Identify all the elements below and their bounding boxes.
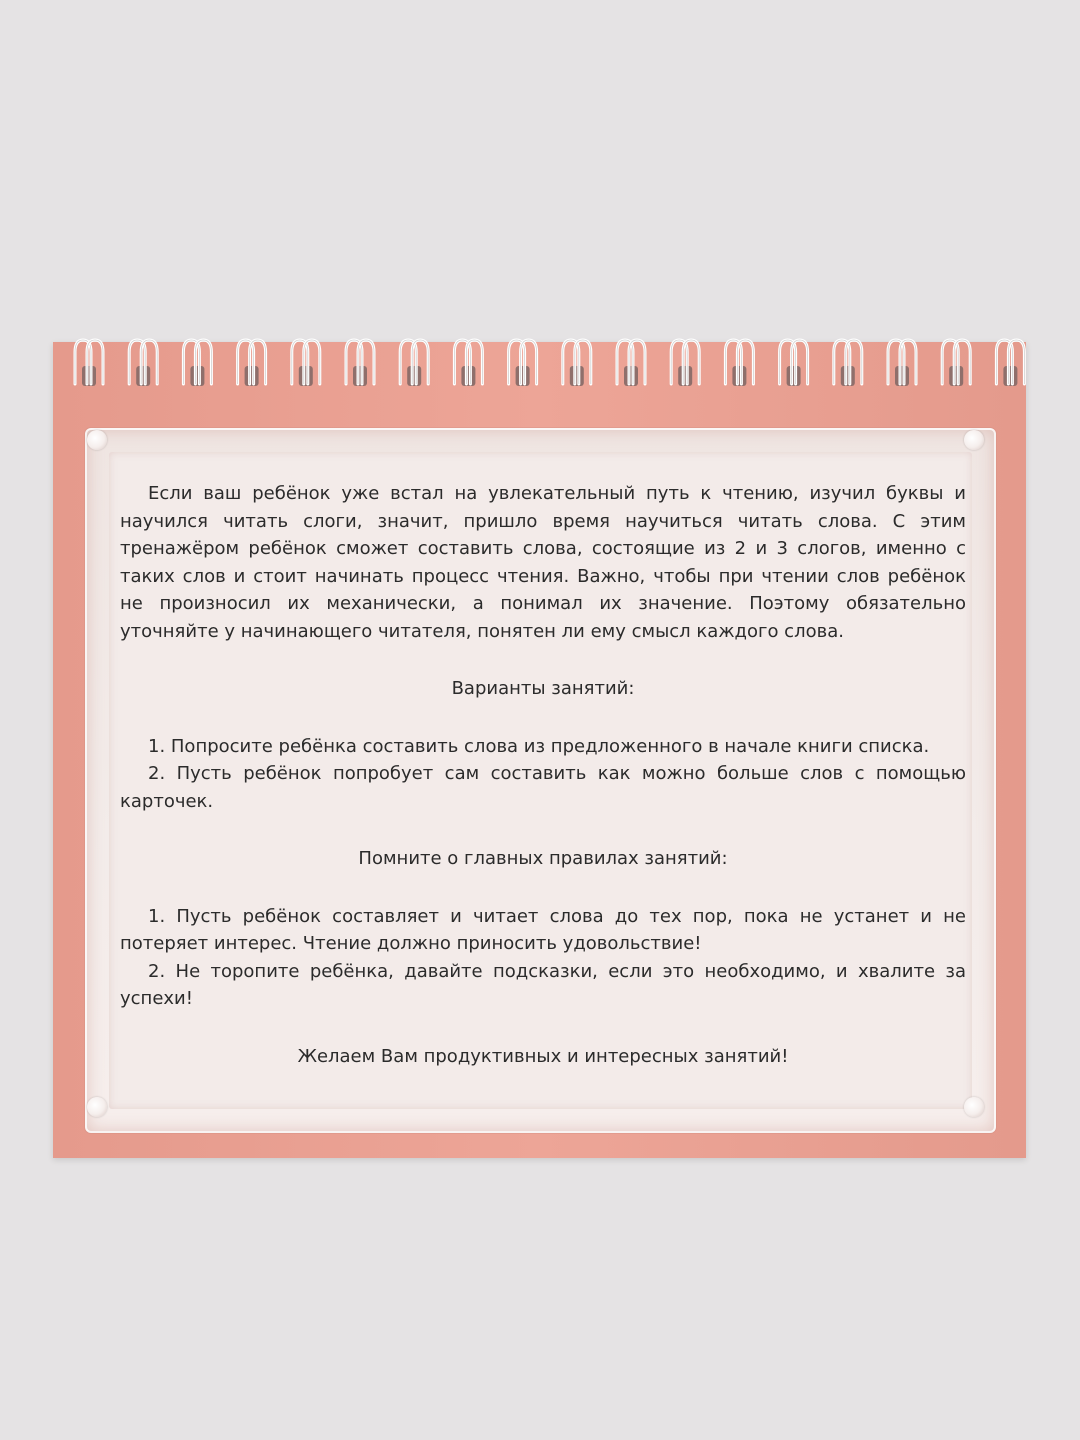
rivet-bottom-right bbox=[964, 1097, 984, 1117]
rules-heading: Помните о главных правилах занятий: bbox=[358, 848, 728, 869]
spiral-loop bbox=[400, 340, 428, 386]
spiral-loop bbox=[75, 340, 103, 386]
spiral-loop bbox=[996, 340, 1024, 386]
rivet-bottom-left bbox=[87, 1097, 107, 1117]
spiral-loop bbox=[346, 340, 374, 386]
spiral-loop bbox=[780, 340, 808, 386]
spiral-loop bbox=[292, 340, 320, 386]
spiral-loop bbox=[129, 340, 157, 386]
spiral-loop bbox=[454, 340, 482, 386]
spiral-loop bbox=[942, 340, 970, 386]
rivet-top-right bbox=[964, 430, 984, 450]
rule-item: 1. Пусть ребёнок составляет и читает слова до тех пор, пока не устанет и не потеряет интерес. Чтение должно приносить удовольствие! bbox=[120, 905, 966, 954]
activities-heading: Варианты занятий: bbox=[451, 678, 635, 699]
activity-item: 1. Попросите ребёнка составить слова из предложенного в начале книги списка. bbox=[148, 735, 930, 757]
closing-line: Желаем Вам продуктивных и интересных занятий! bbox=[297, 1045, 789, 1067]
spiral-loop bbox=[183, 340, 211, 386]
spiral-loop bbox=[563, 340, 591, 386]
instruction-text bbox=[120, 480, 966, 1070]
spiral-loop bbox=[617, 340, 645, 386]
intro-paragraph: Если ваш ребёнок уже встал на увлекательный путь к чтению, изучил буквы и научился читать слоги, значит, пришло время научиться читать слова. С этим тренажёром ребёнок сможет составить слова, состоящие из 2 и 3 слогов, именно с таких слов и стоит начинать процесс чтения. Важно, чтобы при чтении слов ребёнок не произносил их механически, а понимал их значение. Поэтому обязательно уточняйте у начинающего читателя, понятен ли ему смысл каждого слова. bbox=[120, 483, 966, 642]
spiral-loop bbox=[509, 340, 537, 386]
spiral-loop bbox=[671, 340, 699, 386]
activity-item: 2. Пусть ребёнок попробует сам составить как можно больше слов с помощью карточек. bbox=[120, 763, 966, 812]
spiral-loop bbox=[238, 340, 266, 386]
spiral-binding bbox=[53, 330, 1026, 400]
spiral-loop bbox=[725, 340, 753, 386]
rule-item: 2. Не торопите ребёнка, давайте подсказки, если это необходимо, и хвалите за успехи! bbox=[120, 960, 966, 1009]
spiral-loop bbox=[834, 340, 862, 386]
spiral-loop bbox=[888, 340, 916, 386]
rivet-top-left bbox=[87, 430, 107, 450]
